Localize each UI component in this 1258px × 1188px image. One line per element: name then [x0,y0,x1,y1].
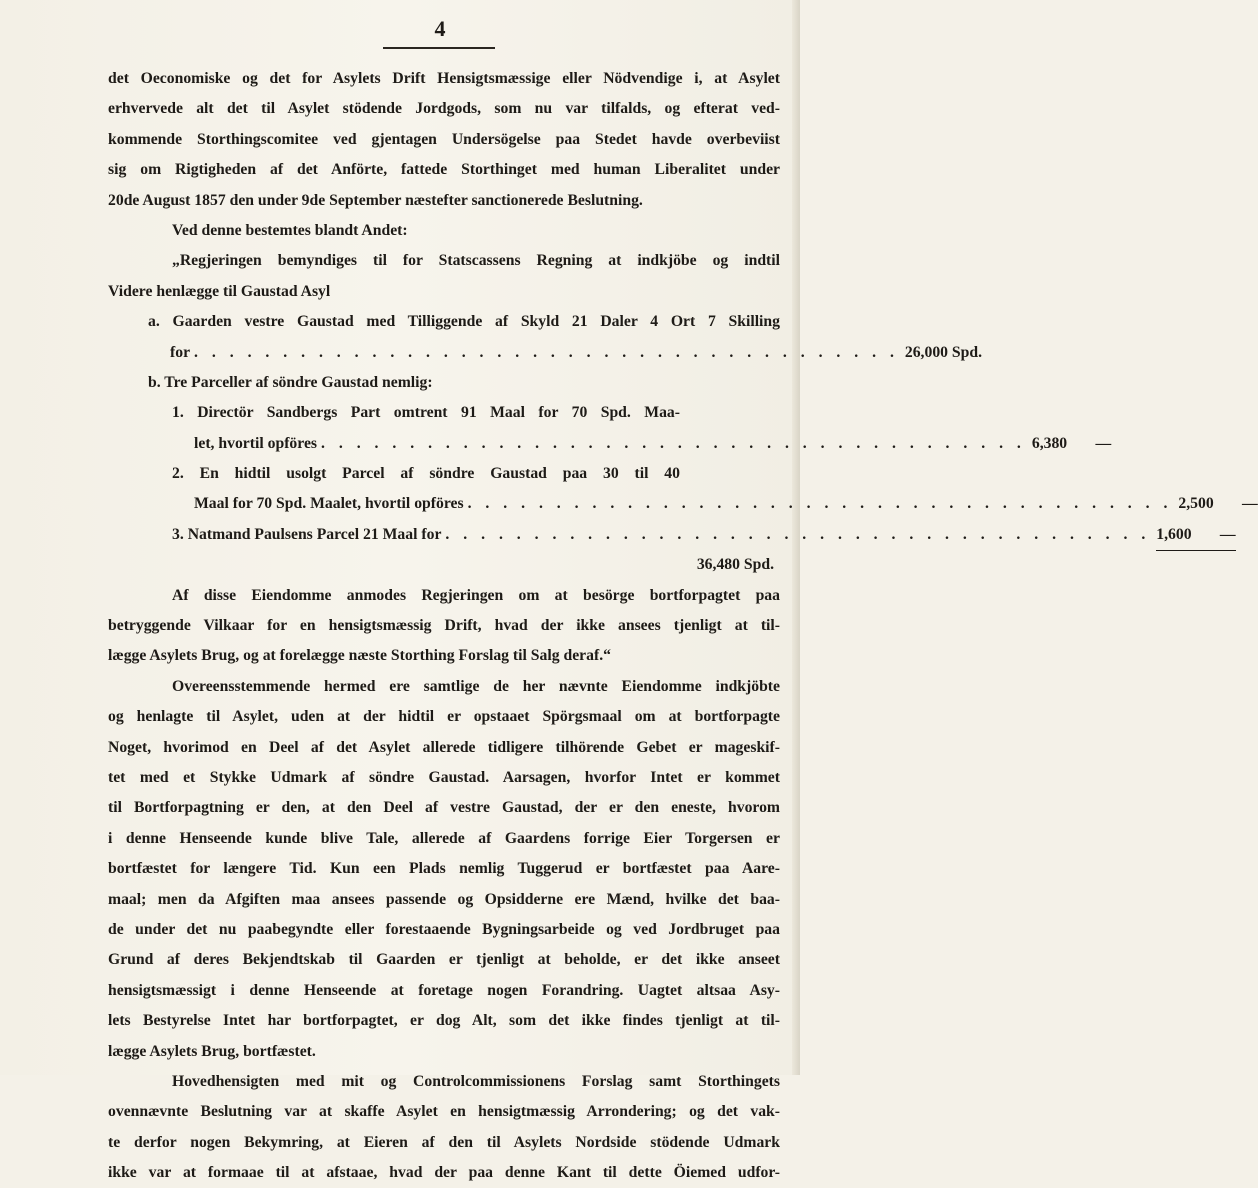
text-line: lægge Asylets Brug, og at forelægge næste Storthing Forslag til Salg deraf.“ [108,647,611,665]
text-line: te derfor nogen Bekymring, at Eieren af den til Asylets Nordside stödende Udmark [108,1133,780,1151]
text-line: til Bortforpagtning er den, at den Deel af vestre Gaustad, der er den eneste, hvorom [108,799,780,817]
item-2-line: 2. En hidtil usolgt Parcel af söndre Gaustad paa 30 til 40 [172,465,680,483]
text-line: „Regjeringen bemyndiges til for Statscassens Regning at indkjöbe og indtil [172,252,780,270]
item-3-amount-line [108,520,1236,550]
text-line: kommende Storthingscomitee ved gjentagen Undersögelse paa Stedet havde overbeviist [108,130,780,148]
text-line: maal; men da Afgiften maa ansees passende og Opsidderne ere Mænd, hvilke det baa- [108,890,780,908]
amount-value: 6,380 [1031,434,1068,452]
text-line: erhvervede alt det til Asylet stödende Jordgods, som nu var tilfalds, og efterat ved- [108,100,780,118]
item-1-line: 1. Directör Sandbergs Part omtrent 91 Maal for 70 Spd. Maa- [172,404,680,422]
text-line: bortfæstet for længere Tid. Kun een Plads nemlig Tuggerud er bortfæstet paa Aare- [108,860,780,878]
total-amount: 36,480 Spd. [696,556,774,574]
text-line: Grund af deres Bekjendtskab til Gaarden er tjenligt at beholde, er det ikke anseet [108,951,780,969]
dot-leader: . . . . . . . . . . . . . . . . . . . . . . . . . . . . . . . . . . . . . . . . [321,434,1026,452]
text-line: lets Bestyrelse Intet har bortforpagtet, er dog Alt, som det ikke findes tjenligt at til- [108,1012,780,1030]
text-line: 20de August 1857 den under 9de September næstefter sanctionerede Beslutning. [108,191,643,209]
text-line: Ved denne bestemtes blandt Andet: [172,221,408,239]
dot-leader: . . . . . . . . . . . . . . . . . . . . . . . . . . . . . . . . . . . . . . . . [445,525,1151,543]
total-line [108,550,780,580]
text-line: ikke var at formaae til at afstaae, hvad der paa denne Kant til dette Öiemed udfor- [108,1164,780,1182]
amount [1032,429,1111,459]
text-line: betryggende Vilkaar for en hensigtsmæssig Drift, hvad der ikke ansees tjenligt at til- [108,617,780,635]
header-rule [383,47,495,49]
text-line: i denne Henseende kunde blive Tale, allerede af Gaardens forrige Eier Torgersen er [108,829,780,847]
line-label: for [170,343,191,361]
line-label: let, hvortil opföres [194,434,318,452]
line-label: Maal for 70 Spd. Maalet, hvortil opföres [194,495,464,513]
item-1-amount-line [108,429,1112,459]
ditto-dash: — [1242,495,1258,513]
item-2-amount-line [108,489,1258,519]
text-line: Videre henlægge til Gaustad Asyl [108,282,331,300]
item-a-line: a. Gaarden vestre Gaustad med Tilliggende af Skyld 21 Daler 4 Ort 7 Skilling [148,313,780,331]
text-line: Hovedhensigten med mit og Controlcommissionens Forslag samt Storthingets [172,1072,780,1090]
amount-value: 2,500 [1178,495,1214,513]
item-a-amount-line [108,338,983,368]
item-b-line: b. Tre Parceller af söndre Gaustad nemlig: [148,373,433,391]
text-line: lægge Asylets Brug, bortfæstet. [108,1042,316,1060]
text-line: og henlagte til Asylet, uden at der hidtil er opstaaet Spörgsmaal om at bortforpagte [108,708,780,726]
text-line: hensigtsmæssigt i denne Henseende at foretage nogen Forandring. Uagtet altsaa Asy- [108,981,780,999]
dot-leader: . . . . . . . . . . . . . . . . . . . . . . . . . . . . . . . . . . . . . . . . [467,495,1173,513]
amount [1178,489,1257,519]
amount [1156,520,1235,551]
ditto-dash: — [1219,525,1236,543]
text-line: Noget, hvorimod en Deel af det Asylet allerede tidligere tilhörende Gebet er mageskif- [108,738,780,756]
amount-value: 1,600 [1156,525,1192,543]
line-label: 3. Natmand Paulsens Parcel 21 Maal for [172,525,442,543]
text-line: tet med et Stykke Udmark af söndre Gaustad. Aarsagen, hvorfor Intet er kommet [108,768,780,786]
body-text [108,64,1258,1188]
page-number: 4 [434,16,446,41]
ditto-dash: — [1095,434,1112,452]
text-line: det Oeconomiske og det for Asylets Drift Hensigtsmæssige eller Nödvendige i, at Asylet [108,70,780,87]
text-line: ovennævnte Beslutning var at skaffe Asylet en hensigtmæssig Arrondering; og det vak- [108,1103,780,1121]
text-line: Overeensstemmende hermed ere samtlige de her nævnte Eiendomme indkjöbte [172,677,780,695]
text-line: sig om Rigtigheden af det Anförte, fattede Storthinget med human Liberalitet under [108,161,780,179]
text-line: de under det nu paabegyndte eller forestaaende Bygningsarbeide og ved Jordbruget paa [108,920,780,938]
amount: 26,000 Spd. [904,343,983,361]
dot-leader: . . . . . . . . . . . . . . . . . . . . . . . . . . . . . . . . . . . . . . . . [194,343,899,361]
text-line: Af disse Eiendomme anmodes Regjeringen om at besörge bortforpagtet paa [172,586,780,604]
